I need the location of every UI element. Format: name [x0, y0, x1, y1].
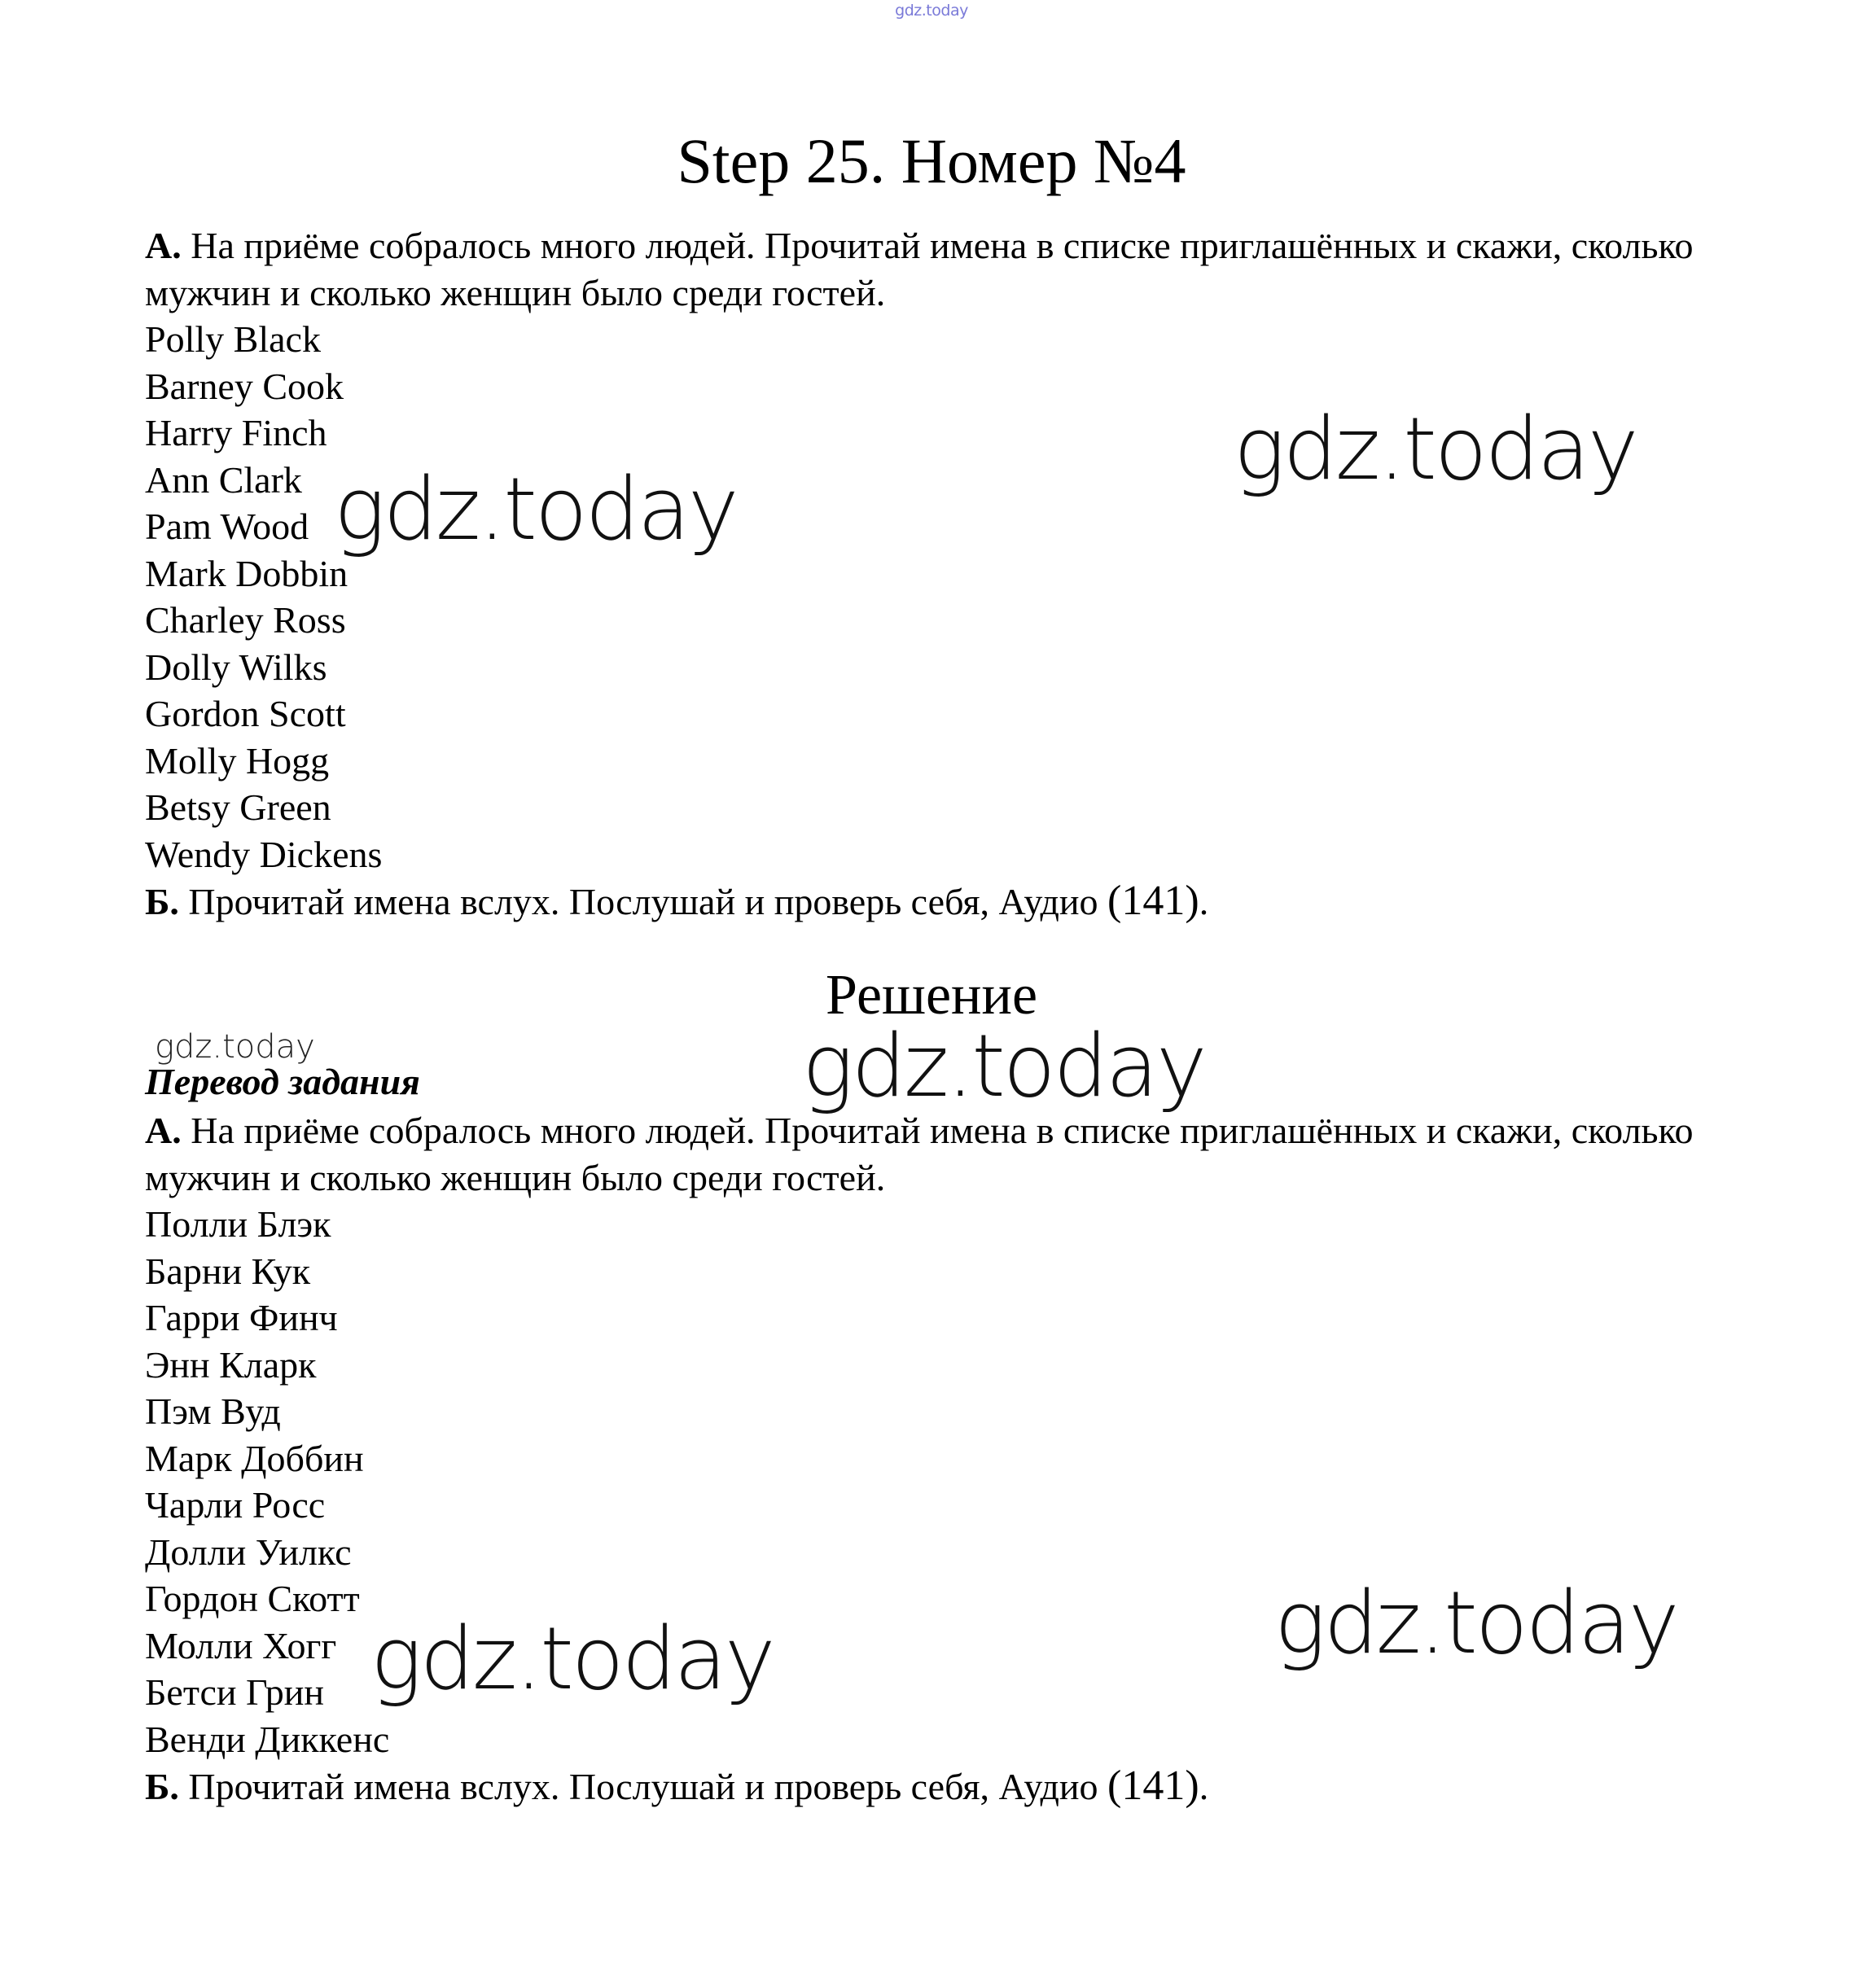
list-item: Barney Cook — [145, 365, 344, 407]
audio-number: (141) — [1107, 878, 1199, 924]
task-part-b-text: Прочитай имена вслух. Послушай и проверь себя, Аудио — [178, 881, 1108, 922]
list-item: Чарли Росс — [145, 1484, 326, 1526]
list-item: Молли Хогг — [145, 1624, 337, 1666]
watermark-text: gdz.today — [370, 1609, 774, 1709]
task-part-b-end: . — [1199, 881, 1209, 922]
list-item: Долли Уилкс — [145, 1530, 352, 1573]
task-part-a-label: А. — [145, 225, 182, 266]
list-item: Harry Finch — [145, 412, 327, 453]
translation-part-b-end: . — [1199, 1766, 1209, 1807]
list-item: Wendy Dickens — [145, 833, 383, 875]
translation-part-a-label: А. — [145, 1110, 182, 1151]
translation-part-b-text: Прочитай имена вслух. Послушай и проверь себя, Аудио — [178, 1766, 1108, 1807]
task-part-a-text: На приёме собралось много людей. Прочитай имена в списке приглашённых и скажи, сколько мужчин и сколько женщин было среди гостей. — [145, 225, 1694, 313]
list-item: Pam Wood — [145, 506, 309, 547]
task-part-a — [145, 222, 1741, 316]
list-item: Ann Clark — [145, 458, 302, 501]
watermark-text: gdz.today — [1234, 399, 1637, 499]
task-part-b — [145, 878, 1741, 926]
translation-part-b-label: Б. — [145, 1766, 179, 1807]
list-item: Mark Dobbin — [145, 552, 348, 594]
watermark-text: gdz.today — [1274, 1573, 1677, 1673]
header-watermark: gdz.today — [895, 2, 968, 20]
list-item: Molly Hogg — [145, 739, 330, 782]
list-item: Gordon Scott — [145, 693, 346, 734]
list-item: Polly Black — [145, 318, 321, 360]
translation-part-a-text: На приёме собралось много людей. Прочитай имена в списке приглашённых и скажи, сколько мужчин и сколько женщин было среди гостей. — [145, 1110, 1694, 1198]
task-section — [145, 222, 1741, 926]
list-item: Betsy Green — [145, 786, 331, 828]
watermark-text: gdz.today — [155, 1028, 315, 1066]
translation-part-a — [145, 1107, 1741, 1201]
watermark-text: gdz.today — [334, 459, 737, 559]
audio-number: (141) — [1107, 1762, 1199, 1809]
watermark-text: gdz.today — [802, 1016, 1205, 1116]
list-item: Венди Диккенс — [145, 1718, 390, 1760]
page-title: Step 25. Номер №4 — [677, 125, 1186, 196]
list-item: Гордон Скотт — [145, 1578, 360, 1619]
list-item: Барни Кук — [145, 1250, 311, 1292]
translation-heading: Перевод задания — [145, 1061, 420, 1102]
list-item: Гарри Финч — [145, 1297, 338, 1338]
list-item: Пэм Вуд — [145, 1390, 281, 1432]
list-item: Бетси Грин — [145, 1671, 324, 1713]
task-part-b-label: Б. — [145, 881, 179, 922]
list-item: Энн Кларк — [145, 1343, 317, 1386]
solution-heading: Решение — [825, 964, 1038, 1027]
list-item: Dolly Wilks — [145, 646, 327, 688]
list-item: Полли Блэк — [145, 1203, 331, 1245]
translation-part-b — [145, 1762, 1741, 1811]
list-item: Charley Ross — [145, 599, 346, 641]
list-item: Марк Доббин — [145, 1437, 364, 1479]
